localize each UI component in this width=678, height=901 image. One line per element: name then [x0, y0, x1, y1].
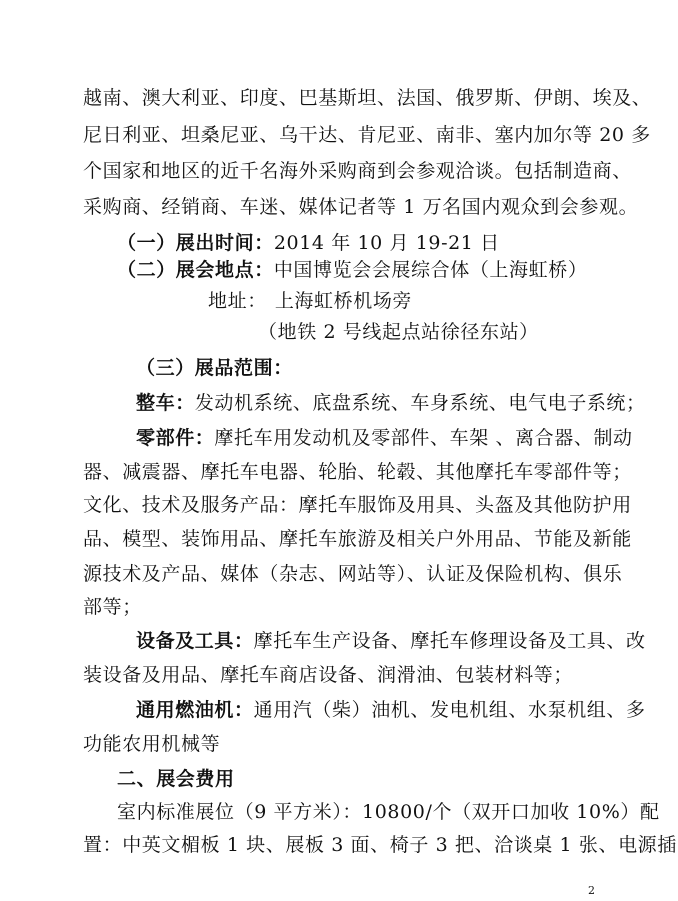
- exhibit-venue-line: [117, 257, 587, 283]
- parts-line: 器、减震器、摩托车电器、轮胎、轮毂、其他摩托车零部件等；: [83, 461, 632, 483]
- parts-line: [136, 425, 633, 451]
- paragraph-line: 个国家和地区的近千名海外采购商到会参观洽谈。包括制造商、: [83, 160, 632, 182]
- paragraph-line: 越南、澳大利亚、印度、巴基斯坦、法国、俄罗斯、伊朗、埃及、: [83, 87, 652, 109]
- culture-line: 文化、技术及服务产品：摩托车服饰及用具、头盔及其他防护用: [83, 494, 632, 516]
- engine-label: 通用燃油机：: [136, 699, 254, 721]
- engine-line: 功能农用机械等: [83, 733, 221, 755]
- fees-line: 室内标准展位（9 平方米）：10800/个（双开口加收 10%）配: [117, 801, 660, 823]
- exhibit-time-value: 2014 年 10 月 19-21 日: [273, 232, 500, 254]
- exhibit-time-line: [117, 230, 500, 256]
- fees-line: 置：中英文楣板 1 块、展板 3 面、椅子 3 把、洽谈桌 1 张、电源插: [83, 834, 677, 856]
- culture-line: 源技术及产品、媒体（杂志、网站等）、认证及保险机构、俱乐: [83, 563, 623, 585]
- equipment-line: 装设备及用品、摩托车商店设备、润滑油、包装材料等；: [83, 664, 574, 686]
- exhibit-venue-value: 中国博览会会展综合体（上海虹桥）: [273, 259, 588, 281]
- page-number: 2: [588, 884, 595, 897]
- exhibit-time-label: （一）展出时间：: [117, 232, 274, 254]
- culture-line: 品、模型、装饰用品、摩托车旅游及相关户外用品、节能及新能: [83, 528, 632, 550]
- address-line: [208, 288, 412, 314]
- engine-text: 通用汽（柴）油机、发电机组、水泵机组、多: [253, 699, 646, 721]
- address-subway-line: （地铁 2 号线起点站徐径东站）: [258, 321, 539, 343]
- address-label: 地址：: [208, 290, 267, 312]
- equipment-text: 摩托车生产设备、摩托车修理设备及工具、改: [253, 630, 646, 652]
- exhibit-venue-label: （二）展会地点：: [117, 259, 274, 281]
- address-value: 上海虹桥机场旁: [274, 290, 413, 312]
- paragraph-line: 采购商、经销商、车迷、媒体记者等 1 万名国内观众到会参观。: [83, 196, 639, 218]
- engine-line: [136, 697, 646, 723]
- parts-text: 摩托车用发动机及零部件、车架 、离合器、制动: [214, 427, 633, 449]
- paragraph-line: 尼日利亚、坦桑尼亚、乌干达、肯尼亚、南非、塞内加尔等 20 多: [83, 124, 651, 146]
- vehicle-label: 整车：: [136, 392, 195, 414]
- vehicle-text: 发动机系统、底盘系统、车身系统、电气电子系统；: [194, 392, 646, 414]
- culture-line: 部等；: [83, 596, 142, 618]
- vehicle-line: [136, 390, 646, 416]
- equipment-line: [136, 628, 646, 654]
- scope-heading: （三）展品范围：: [136, 357, 293, 379]
- equipment-label: 设备及工具：: [136, 630, 254, 652]
- parts-label: 零部件：: [136, 427, 215, 449]
- fees-heading: 二、展会费用: [117, 768, 235, 790]
